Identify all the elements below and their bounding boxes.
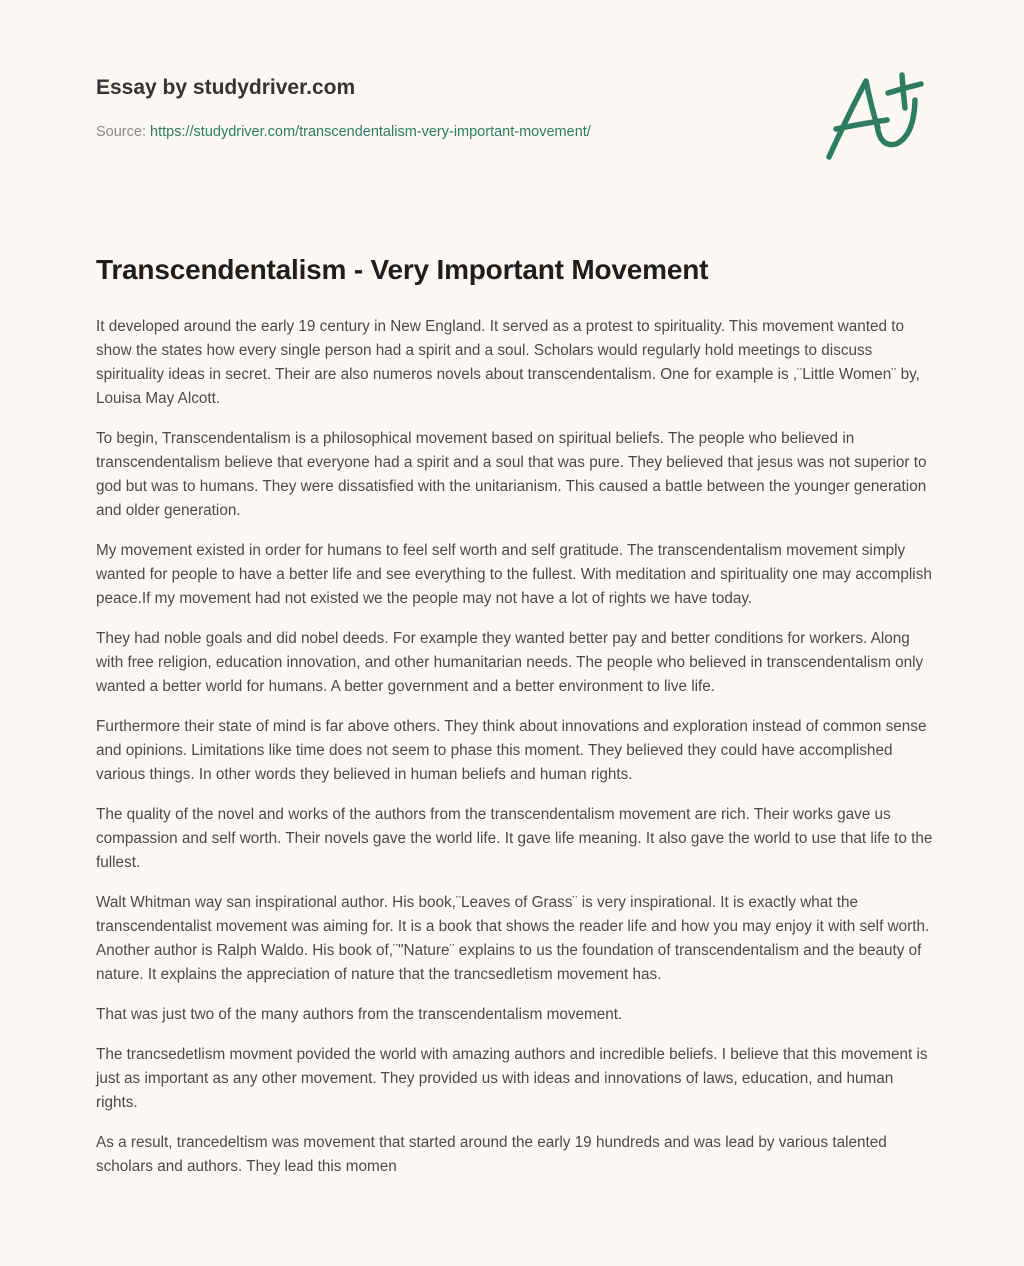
essay-paragraph: The quality of the novel and works of the authors from the transcendentalism movement are rich. Their works gave us compassion and self worth. Their novels gave the world life. It gave life meaning. It also gave the world to use that life to the fullest. bbox=[96, 806, 933, 871]
essay-paragraph: Furthermore their state of mind is far above others. They think about innovations and exploration instead of common sense and opinions. Limitations like time does not seem to phase this moment. They believed they could have accomplished various things. In other words they believed in human beliefs and human rights. bbox=[96, 718, 927, 783]
essay-paragraph: My movement existed in order for humans to feel self worth and self gratitude. The transcendentalism movement simply wanted for people to have a better life and see everything to the fullest. With meditation and spirituality one may accomplish peace.If my movement had not existed we the people may not have a lot of rights we have today. bbox=[96, 542, 932, 607]
site-brand: Essay by studydriver.com bbox=[96, 76, 356, 99]
essay-paragraph: The trancsedetlism movment povided the world with amazing authors and incredible beliefs. I believe that this movement is just as important as any other movement. They provided us with ideas and innovations of laws, education, and human rights. bbox=[96, 1046, 928, 1111]
essay-paragraph: That was just two of the many authors from the transcendentalism movement. bbox=[96, 1006, 623, 1023]
a-plus-logo-icon bbox=[815, 65, 935, 175]
source-line bbox=[96, 124, 591, 140]
essay-paragraph: It developed around the early 19 century in New England. It served as a protest to spirituality. This movement wanted to show the states how every single person had a spirit and a soul. Scholars would regularly hold meetings to discuss spirituality ideas in secret. Their are also numeros novels about transcendentalism. One for example is ,¨Little Women¨ by, Louisa May Alcott. bbox=[96, 318, 920, 407]
essay-paragraph: As a result, trancedeltism was movement that started around the early 19 hundreds and was lead by various talented scholars and authors. They lead this momen bbox=[96, 1134, 887, 1175]
source-label: Source: bbox=[96, 124, 146, 140]
essay-title: Transcendentalism - Very Important Movement bbox=[96, 254, 709, 285]
essay-paragraph: They had noble goals and did nobel deeds. For example they wanted better pay and better conditions for workers. Along with free religion, education innovation, and other humanitarian needs. The people who believed in transcendentalism only wanted a better world for humans. A better government and a better environment to live life. bbox=[96, 630, 924, 695]
essay-paragraph: Walt Whitman way san inspirational author. His book,¨Leaves of Grass¨ is very inspirational. It is exactly what the transcendentalist movement was aiming for. It is a book that shows the reader life and how you may enjoy it with self worth. Another author is Ralph Waldo. His book of,¨"Nature¨ explains to us the foundation of transcendentalism and the beauty of nature. It explains the appreciation of nature that the trancsedletism movement has. bbox=[96, 894, 930, 983]
essay-paragraph: To begin, Transcendentalism is a philosophical movement based on spiritual beliefs. The people who believed in transcendentalism believe that everyone had a spirit and a soul that was pure. They believed that jesus was not superior to god but was to humans. They were dissatisfied with the unitarianism. This caused a battle between the younger generation and older generation. bbox=[96, 430, 927, 519]
source-link[interactable]: https://studydriver.com/transcendentalism-very-important-movement/ bbox=[150, 124, 591, 140]
essay-body bbox=[96, 315, 936, 1195]
